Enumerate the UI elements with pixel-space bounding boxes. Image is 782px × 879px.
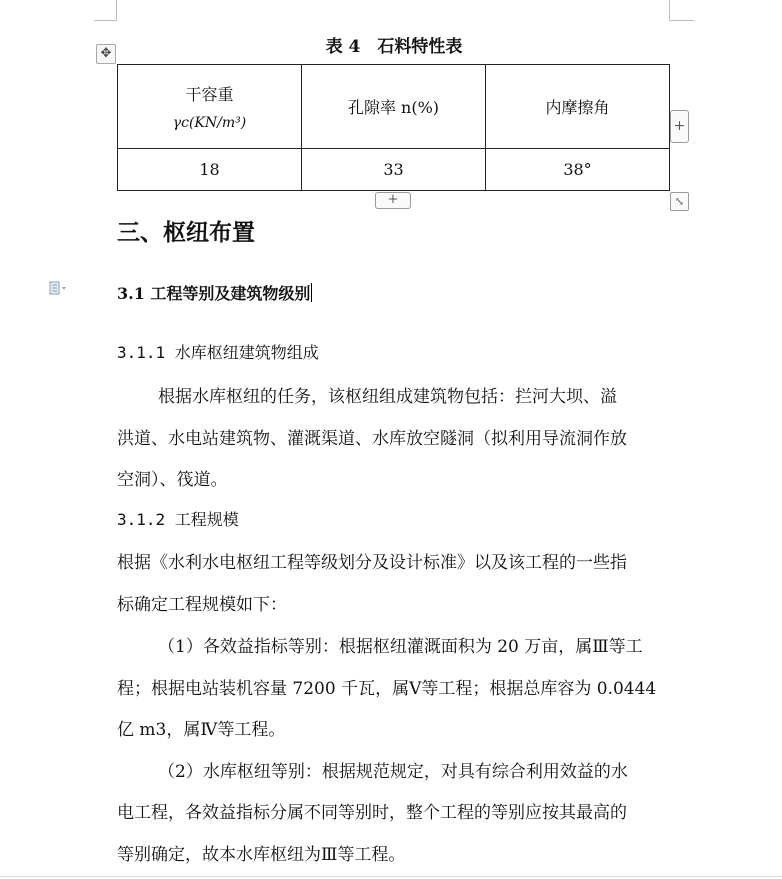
body-line-7: 标确定工程规模如下： [117,595,287,615]
header-cell-friction-angle[interactable]: 内摩擦角 [486,65,670,149]
document-paragraph-icon[interactable] [49,281,69,299]
subsection-heading-text: 3.1 工程等别及建筑物级别 [117,284,311,303]
page-bottom-divider [0,876,782,877]
header-dry-weight-formula: γc(KN/m³) [172,115,247,131]
cell-dry-weight[interactable]: 18 [118,149,302,191]
table-resize-icon[interactable]: ⤡ [670,192,689,211]
body-line-13: 等别确定，故本水库枢纽为Ⅲ等工程。 [117,845,406,865]
table-row [118,149,670,191]
cell-friction-angle[interactable]: 38° [486,149,670,191]
crop-mark-top-right [669,0,694,21]
body-line-3: 洪道、水电站建筑物、灌溉渠道、水库放空隧洞（拟利用导流洞作放 [117,429,627,449]
body-line-2: 根据水库枢纽的任务，该枢纽组成建筑物包括：拦河大坝、溢 [158,387,617,407]
body-line-9: 程；根据电站装机容量 7200 千瓦，属Ⅴ等工程；根据总库容为 0.0444 [117,679,657,699]
table-header-row [118,65,670,149]
header-dry-weight-label: 干容重 [185,85,234,104]
table-move-handle-icon[interactable]: ✥ [96,44,116,64]
table-caption: 表 4 石料特性表 [325,37,463,57]
add-column-button[interactable]: + [670,110,689,143]
text-cursor [311,283,312,302]
add-row-button[interactable]: + [375,192,411,209]
body-line-4: 空洞）、筏道。 [117,470,228,490]
crop-mark-top-left [94,0,117,21]
body-line-5: 3.1.2 工程规模 [117,510,239,529]
section-heading: 三、枢纽布置 [117,219,255,246]
stone-properties-table [117,64,670,191]
body-line-8: （1）各效益指标等别：根据枢纽灌溉面积为 20 万亩，属Ⅲ等工 [158,637,643,657]
body-line-12: 电工程，各效益指标分属不同等别时，整个工程的等别应按其最高的 [117,803,627,823]
header-cell-dry-weight[interactable] [118,65,302,149]
subsection-heading [117,281,312,304]
body-line-11: （2）水库枢纽等别：根据规范规定，对具有综合利用效益的水 [158,762,628,782]
cell-porosity[interactable]: 33 [302,149,486,191]
body-line-1: 3.1.1 水库枢纽建筑物组成 [117,343,319,362]
body-line-10: 亿 m3，属Ⅳ等工程。 [117,720,286,740]
body-line-6: 根据《水利水电枢纽工程等级划分及设计标准》以及该工程的一些指 [117,553,627,573]
header-cell-porosity[interactable]: 孔隙率 n(%) [302,65,486,149]
